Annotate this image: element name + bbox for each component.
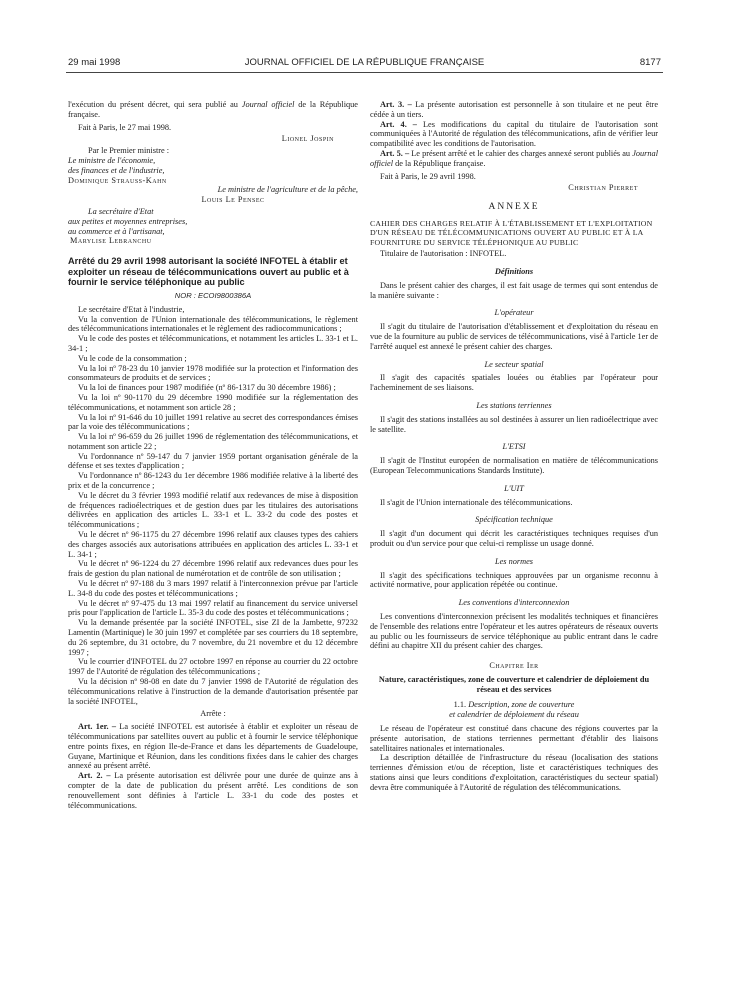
decree-title: Arrêté du 29 avril 1998 autorisant la société INFOTEL à établir et exploiter un réseau de télécommunications ouvert au public et à fournir le service téléphonique au public — [68, 256, 349, 288]
article-4: Art. 4. – Les modifications du capital du titulaire de l'autorisation sont communiquées à l'Autorité de régulation des télécommunications, afin de vérifier leur compatibilité avec les conditions de l'autorisation. — [370, 119, 658, 149]
secretary-line1: La secrétaire d'Etat — [88, 206, 154, 216]
header-date: 29 mai 1998 — [68, 57, 121, 68]
left-column — [68, 100, 358, 810]
definition-term: Les normes — [494, 556, 534, 566]
visa-item: Vu l'ordonnance nº 59-147 du 7 janvier 1959 portant organisation générale de la défense et ses textes d'application ; — [68, 451, 358, 471]
definitions-list — [370, 308, 658, 651]
definition-text: Les conventions d'interconnexion précisent les modalités techniques et financières de l'ensemble des relations entre l'opérateur et les autres opérateurs de réseaux ouverts au public ou les fournisseurs de service téléphonique au public entrant dans le cadre défini au chapitre XII du présent cahier des charges. — [370, 611, 658, 651]
visa-item: Vu la convention de l'Union internationale des télécommunications, le règlement des télécommunications internationales et le règlement des radiocommunications ; — [68, 314, 358, 334]
visa-item: Vu la loi nº 91-646 du 10 juillet 1991 relative au secret des correspondances émises par la voie des télécommunications ; — [68, 412, 358, 432]
definition-term: Spécification technique — [475, 515, 553, 525]
visa-item: Vu la loi de finances pour 1987 modifiée (nº 86-1317 du 30 décembre 1986) ; — [78, 383, 336, 393]
definition-term: Les stations terriennes — [476, 400, 552, 410]
definition-term: L'opérateur — [494, 308, 534, 318]
header-journal-title: JOURNAL OFFICIEL DE LA RÉPUBLIQUE FRANÇAISE — [244, 57, 485, 68]
visa-item: Vu le décret nº 96-1175 du 27 décembre 1996 relatif aux clauses types des cahiers des charges associés aux autorisations attribuées en application des articles L. 33-1 et L. 34-1 ; — [68, 530, 358, 559]
article-2: Art. 2. – La présente autorisation est délivrée pour une durée de quinze ans à compter de la date de publication du présent arrêté. Les conditions de son renouvellement sont définies à l'article L. 33-1 du code des postes et télécommunications. — [68, 771, 358, 810]
definition-text: Il s'agit de l'Union internationale des télécommunications. — [380, 497, 573, 507]
annexe-heading: ANNEXE — [488, 202, 540, 213]
visa-item: Vu le code de la consommation ; — [78, 353, 187, 363]
article-5: Art. 5. – Le présent arrêté et le cahier des charges annexé seront publiés au Journal officiel de la République française. — [370, 148, 659, 168]
section-title: 1.1. Description, zone de couverture et calendrier de déploiement du réseau — [449, 700, 579, 720]
arrete-date: Fait à Paris, le 29 avril 1998. — [380, 171, 476, 181]
visa-item: Le secrétaire d'Etat à l'industrie, — [78, 304, 185, 314]
visa-item: Vu l'ordonnance nº 86-1243 du 1er décembre 1986 modifiée relative à la liberté des prix et de la concurrence ; — [68, 471, 358, 491]
annexe-title: CAHIER DES CHARGES RELATIF À L'ÉTABLISSEMENT ET L'EXPLOITATION D'UN RÉSEAU DE TÉLÉCOMMUNICATIONS OUVERT AU PUBLIC ET À LA FOURNITURE DU SERVICE TÉLÉPHONIQUE AU PUBLIC — [370, 218, 653, 247]
visa-list — [68, 305, 358, 707]
minister-eco-line2: des finances et de l'industrie, — [68, 165, 165, 175]
article-3: Art. 3. – La présente autorisation est personnelle à son titulaire et ne peut être cédée à un tiers. — [370, 100, 659, 119]
definition-text: Il s'agit des spécifications techniques approuvées par un organisme reconnu à activité normative, pour application répétée ou continue. — [370, 570, 658, 590]
minister-eco-name: Dominique Strauss-Kahn — [68, 175, 167, 185]
decree-date: Fait à Paris, le 27 mai 1998. — [78, 122, 172, 132]
nor-reference: NOR : ECOI9800386A — [174, 290, 252, 300]
minister-agri-name: Louis Le Pensec — [201, 195, 265, 205]
secretary-name: Marylise Lebranchu — [70, 236, 152, 246]
definition-term: Le secteur spatial — [484, 359, 544, 369]
section-paragraph: La description détaillée de l'infrastructure du réseau (localisation des stations terriennes d'émission et/ou de réception, liste et caractéristiques techniques des stations ainsi que leurs conditions d'exploitation, caractéristiques du secteur spatial) devra être communiquée à l'Autorité de régulation des télécommunications. — [370, 753, 658, 792]
visa-item: Vu le décret nº 97-188 du 3 mars 1997 relatif à l'interconnexion prévue par l'article L. 34-8 du code des postes et télécommunications ; — [68, 579, 358, 598]
visa-item: Vu le courrier d'INFOTEL du 27 octobre 1997 en réponse au courrier du 22 octobre 1997 de l'Autorité de régulation des télécommunications ; — [68, 657, 358, 677]
header-page-number: 8177 — [639, 57, 661, 68]
article-1: Art. 1er. – La société INFOTEL est autorisée à établir et exploiter un réseau de télécommunications par satellites ouvert au public et à fournir le service téléphonique entre points fixes, en région Ile-de-France et dans les départements de Guadeloupe, Guyane, Martinique et Réunion, dans les conditions fixées dans le cahier des charges annexé au présent arrêté. — [68, 722, 359, 771]
minister-eco-line1: Le ministre de l'économie, — [68, 155, 156, 165]
visa-item: Vu la loi nº 96-659 du 26 juillet 1996 de réglementation des télécommunications, et notamment son article 22 ; — [68, 432, 358, 451]
definition-term: L'ETSI — [502, 442, 526, 452]
definition-text: Il s'agit des capacités spatiales louées ou établies par l'opérateur pour l'acheminement de ses liaisons. — [370, 373, 658, 393]
section-paragraph: Le réseau de l'opérateur est constitué dans chacune des régions couvertes par la présente autorisation, de stations terriennes permettant d'établir des liaisons satellitaires nationales et internationales. — [370, 724, 658, 753]
par-premier-ministre: Par le Premier ministre : — [88, 146, 170, 156]
header-rule — [66, 72, 663, 73]
visa-item: Vu la loi nº 90-1170 du 29 décembre 1990 modifiée sur la réglementation des télécommunications, et notamment son article 28 ; — [68, 392, 358, 412]
definition-term: Les conventions d'interconnexion — [458, 598, 570, 608]
definition-text: Il s'agit des stations installées au sol destinées à assurer un lien radioélectrique avec le satellite. — [370, 414, 658, 434]
right-column — [370, 100, 658, 793]
definitions-intro: Dans le présent cahier des charges, il est fait usage de termes qui sont entendus de la manière suivante : — [370, 280, 658, 300]
secretary-line3: au commerce et à l'artisanat, — [68, 226, 165, 236]
titulaire: Titulaire de l'autorisation : INFOTEL. — [380, 249, 507, 259]
signature-pm: Lionel Jospin — [281, 134, 334, 144]
visa-item: Vu la loi nº 78-23 du 10 janvier 1978 modifiée sur la protection et l'information des consommateurs de produits et de services ; — [68, 363, 358, 383]
chapter-title: Nature, caractéristiques, zone de couverture et calendrier de déploiement du réseau et des services — [378, 674, 650, 694]
visa-item: Vu la demande présentée par la société INFOTEL, sise ZI de la Jambette, 97232 Lamentin (Martinique) le 30 juin 1997 et complétée par ses courriers du 18 septembre, du 26 septembre, du 31 octobre, du 7 novembre, du 21 novembre et du 12 décembre 1997 ; — [68, 618, 358, 657]
chapter-heading: Chapitre Ier — [489, 661, 539, 671]
arrete-heading: Arrête : — [200, 709, 226, 719]
visa-item: Vu le décret du 3 février 1993 modifié relatif aux redevances de mise à disposition de fréquences radioélectriques et de gestion dues par les titulaires des autorisations délivrées en application des articles L. 33-1 et L. 33-2 du code des postes et télécommunications ; — [68, 490, 358, 530]
definition-text: Il s'agit de l'Institut européen de normalisation en matière de télécommunications (European Telecommunications Standards Institute). — [370, 456, 658, 475]
visa-item: Vu le décret nº 97-475 du 13 mai 1997 relatif au financement du service universel pris pour l'application de l'article L. 35-3 du code des postes et télécommunications ; — [68, 598, 358, 618]
page-header — [68, 57, 661, 73]
visa-item: Vu la décision nº 98-08 en date du 7 janvier 1998 de l'Autorité de régulation des télécommunications relative à l'instruction de la demande d'autorisation présentée par la société INFOTEL, — [68, 677, 358, 706]
minister-agri: Le ministre de l'agriculture et de la pêche, — [217, 185, 358, 195]
definition-text: Il s'agit du titulaire de l'autorisation d'établissement et d'exploitation du réseau en vue de la fourniture au public de services de télécommunications, visé à l'article 1er de l'arrêté auquel est annexé le présent cahier des charges. — [370, 322, 658, 351]
visa-item: Vu le décret nº 96-1224 du 27 décembre 1996 relatif aux redevances dues pour les frais de gestion du plan national de numérotation et de contrôle de son utilisation ; — [68, 559, 358, 579]
definition-text: Il s'agit d'un document qui décrit les caractéristiques techniques requises d'un produit ou d'un service pour que celui-ci remplisse un usage donné. — [370, 529, 658, 548]
secretary-line2: aux petites et moyennes entreprises, — [68, 216, 188, 226]
visa-item: Vu le code des postes et télécommunications, et notamment les articles L. 33-1 et L. 34-1 ; — [68, 334, 358, 353]
definitions-heading: Définitions — [494, 266, 534, 276]
decree-closing: l'exécution du présent décret, qui sera publié au Journal officiel de la République française. — [68, 100, 358, 119]
definition-term: L'UIT — [504, 483, 524, 493]
signature-minister: Christian Pierret — [568, 183, 638, 193]
